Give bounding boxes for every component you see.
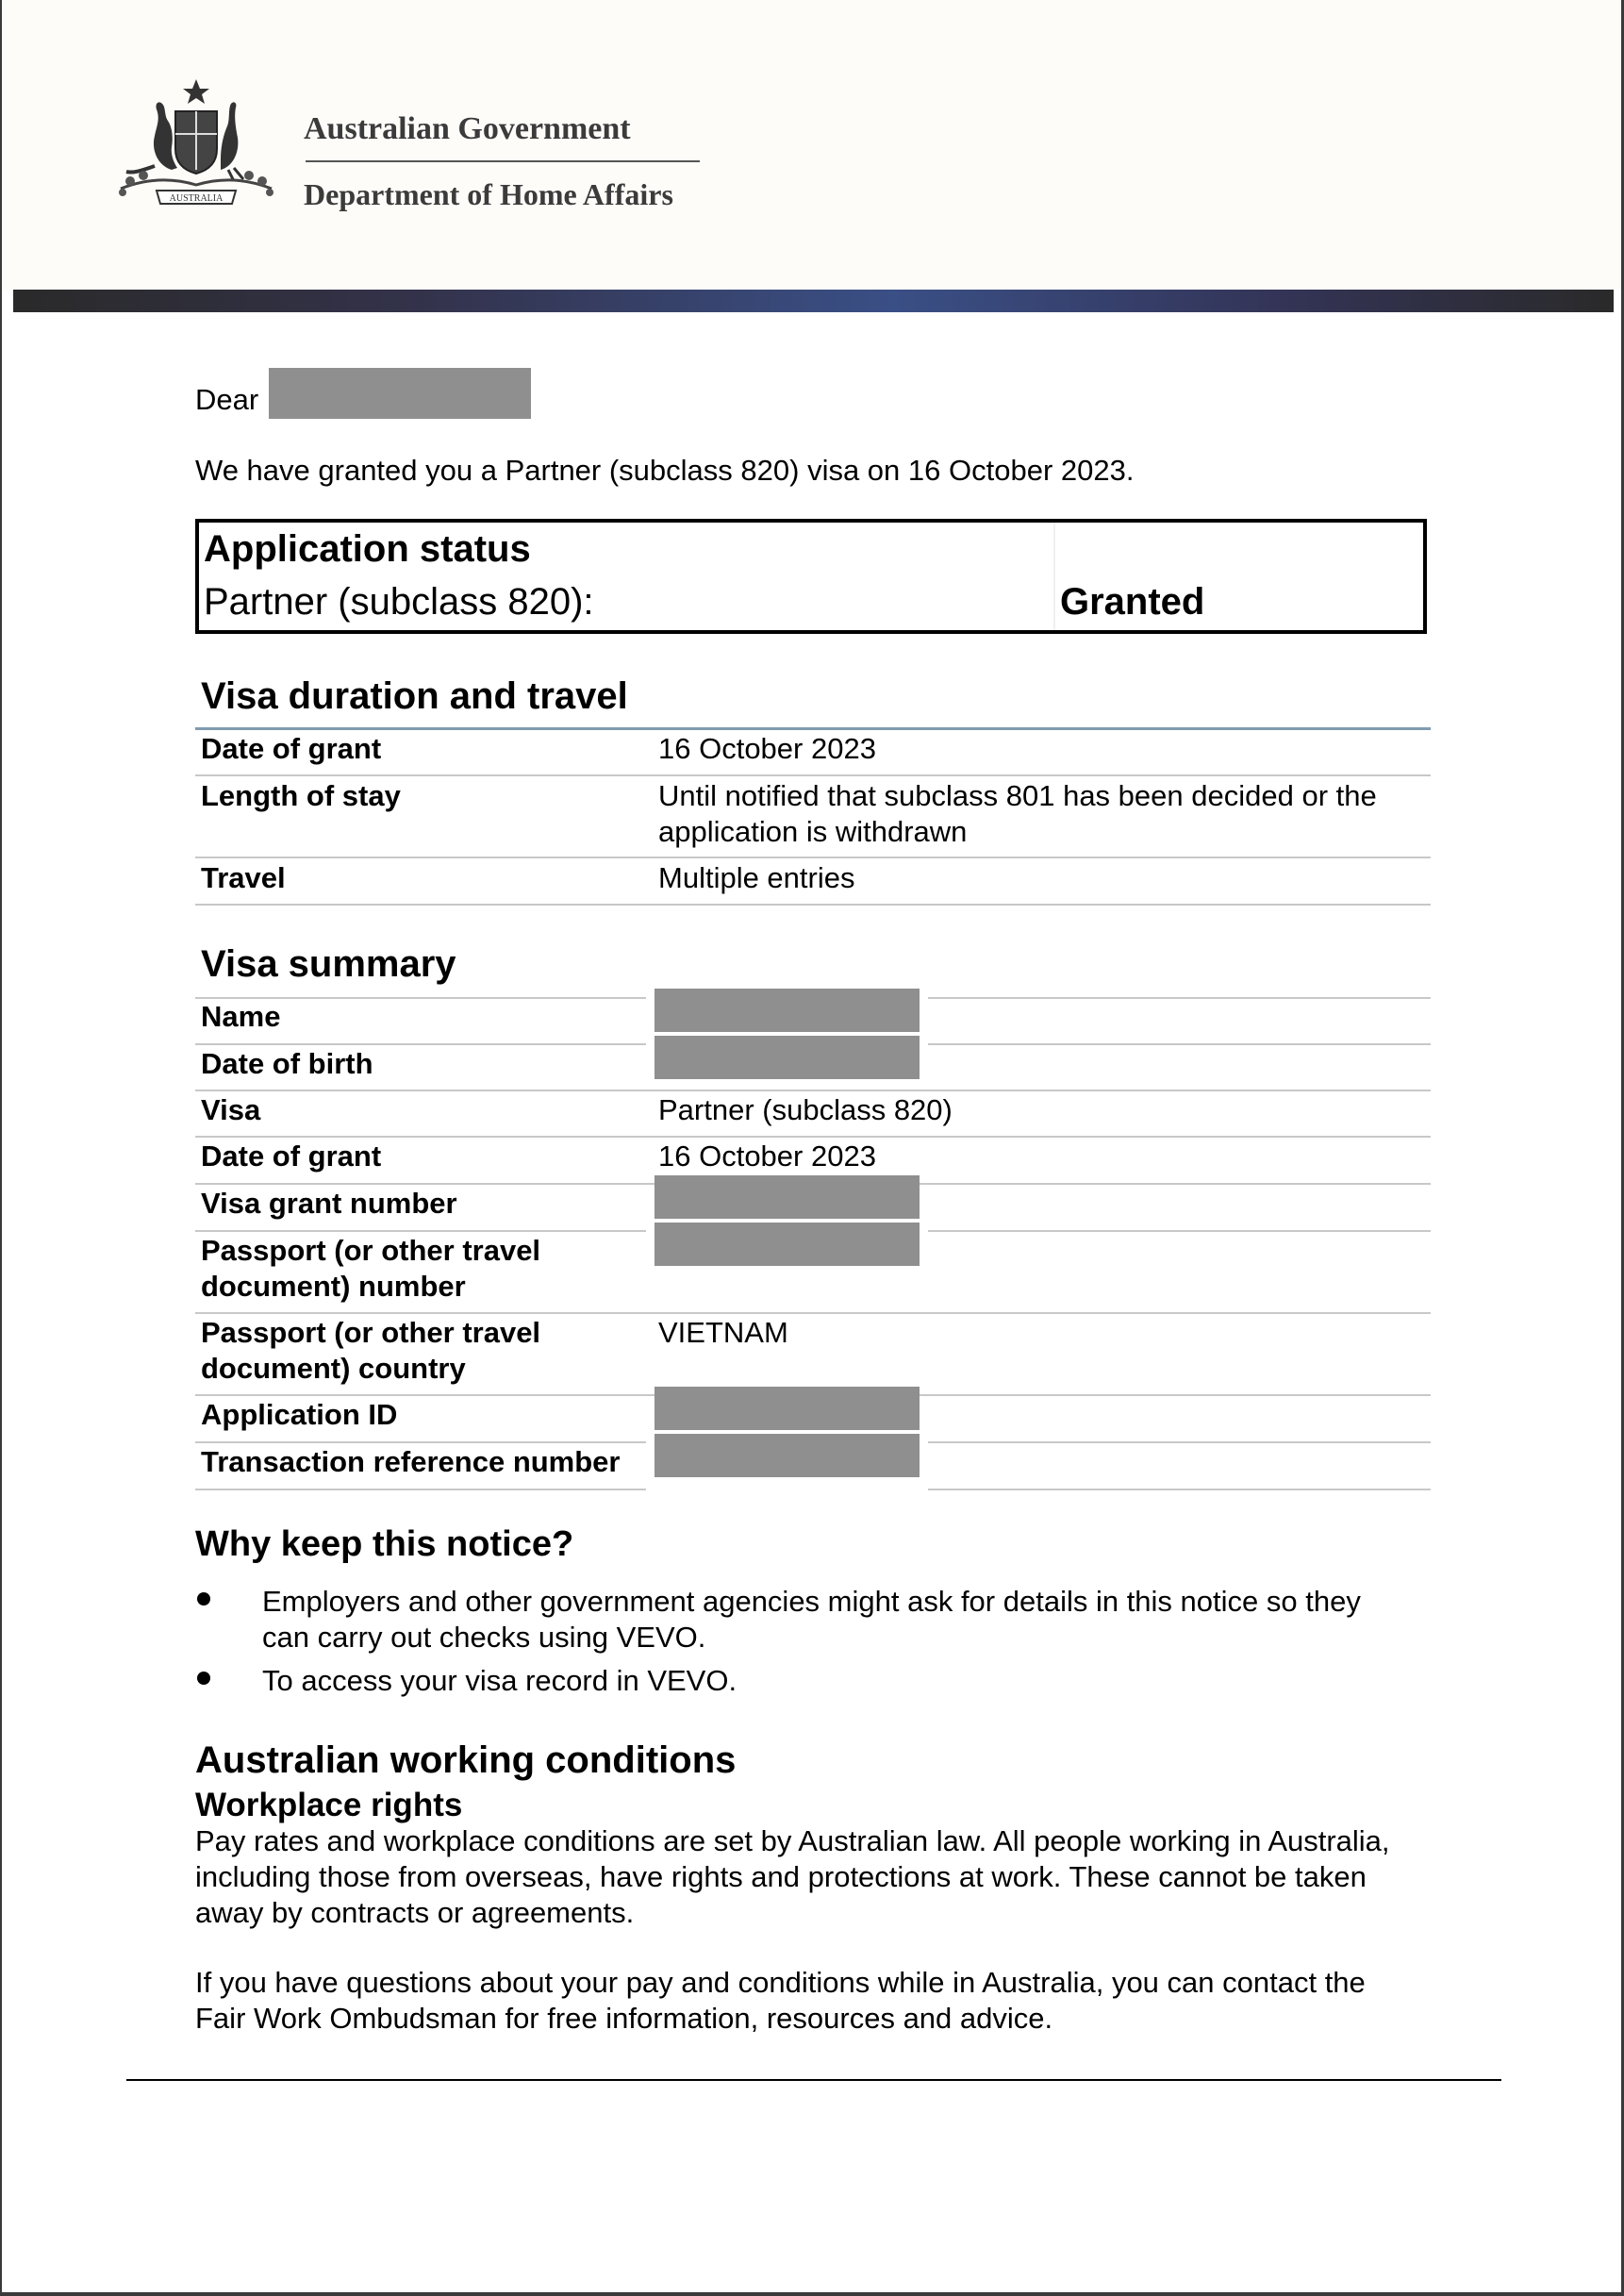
- working-conditions-heading: Australian working conditions: [195, 1739, 737, 1781]
- workplace-rights-subheading: Workplace rights: [195, 1787, 463, 1823]
- summary-rule-left: [195, 1183, 646, 1185]
- bullet-dot: [197, 1592, 210, 1606]
- redacted-value: [655, 989, 920, 1032]
- summary-rule-right: [928, 1489, 1431, 1490]
- department-name: Department of Home Affairs: [304, 177, 673, 211]
- summary-row-label: Name: [201, 1000, 281, 1033]
- redacted-value: [655, 1223, 920, 1266]
- redacted-value: [655, 1387, 920, 1430]
- summary-rule-left: [195, 1230, 646, 1232]
- summary-rule-right: [928, 1312, 1431, 1314]
- document-page: [2, 0, 1621, 2292]
- visa-duration-heading: Visa duration and travel: [201, 675, 628, 717]
- summary-row-label: document) country: [201, 1352, 466, 1385]
- summary-row-label: Application ID: [201, 1398, 398, 1431]
- summary-rule-right: [928, 1043, 1431, 1045]
- summary-rule-left: [195, 1043, 646, 1045]
- paragraph-line: including those from overseas, have rights and protections at work. These cannot be taken: [195, 1860, 1367, 1893]
- summary-rule-right: [928, 1090, 1431, 1091]
- letterhead: [2, 0, 1621, 291]
- summary-row-label: Transaction reference number: [201, 1445, 621, 1478]
- summary-row-label: Date of grant: [201, 1140, 382, 1173]
- summary-row-label: Passport (or other travel: [201, 1234, 541, 1267]
- summary-rule-left: [195, 997, 646, 999]
- summary-rule-right: [928, 997, 1431, 999]
- list-item: can carry out checks using VEVO.: [262, 1621, 706, 1654]
- duration-row-value: Until notified that subclass 801 has been decided or the: [658, 779, 1377, 812]
- duration-row-label: Date of grant: [201, 732, 382, 765]
- redacted-value: [655, 1036, 920, 1079]
- duration-row-value: 16 October 2023: [658, 732, 876, 765]
- crest-scroll-text: AUSTRALIA: [169, 193, 224, 204]
- paragraph-line: away by contracts or agreements.: [195, 1896, 635, 1929]
- summary-rule-right: [928, 1230, 1431, 1232]
- redacted-value: [655, 1175, 920, 1219]
- duration-row-value: application is withdrawn: [658, 815, 968, 848]
- summary-rule-left: [195, 1394, 646, 1396]
- status-badge: Granted: [1060, 581, 1205, 623]
- coat-of-arms-icon: [102, 75, 290, 217]
- summary-row-value: 16 October 2023: [658, 1140, 876, 1173]
- list-item: To access your visa record in VEVO.: [262, 1664, 737, 1697]
- summary-row-label: Date of birth: [201, 1047, 373, 1080]
- letterhead-divider: [306, 160, 700, 162]
- footer-divider: [126, 2079, 1501, 2081]
- summary-rule-right: [928, 1394, 1431, 1396]
- redacted-value: [655, 1434, 920, 1477]
- visa-summary-heading: Visa summary: [201, 943, 456, 985]
- duration-row-rule: [195, 904, 1431, 906]
- duration-row-label: Length of stay: [201, 779, 401, 812]
- paragraph-line: If you have questions about your pay and conditions while in Australia, you can contact the: [195, 1966, 1366, 1999]
- summary-rule-left: [195, 1441, 646, 1443]
- summary-rule-mid: [646, 1312, 928, 1314]
- summary-row-label: Visa grant number: [201, 1187, 457, 1220]
- duration-row-label: Travel: [201, 861, 286, 894]
- summary-rule-left: [195, 1136, 646, 1138]
- duration-header-rule: [195, 727, 1431, 730]
- summary-row-label: Passport (or other travel: [201, 1316, 541, 1349]
- duration-row-rule: [195, 774, 1431, 776]
- application-status-heading: Application status: [204, 528, 531, 570]
- list-item: Employers and other government agencies might ask for details in this notice so they: [262, 1585, 1361, 1618]
- summary-rule-mid: [646, 1090, 928, 1091]
- status-visa-label: Partner (subclass 820):: [204, 581, 594, 623]
- summary-rule-left: [195, 1090, 646, 1091]
- summary-rule-mid: [646, 1136, 928, 1138]
- government-name: Australian Government: [304, 111, 631, 146]
- grant-intro: We have granted you a Partner (subclass 820) visa on 16 October 2023.: [195, 454, 1135, 487]
- status-box-divider: [1053, 523, 1055, 630]
- summary-row-value: Partner (subclass 820): [658, 1093, 953, 1126]
- redacted-recipient-name: [269, 368, 531, 419]
- bullet-dot: [197, 1672, 210, 1685]
- paragraph-line: Fair Work Ombudsman for free information, resources and advice.: [195, 2002, 1053, 2035]
- summary-row-value: VIETNAM: [658, 1316, 788, 1349]
- summary-rule-right: [928, 1136, 1431, 1138]
- why-keep-heading: Why keep this notice?: [195, 1524, 574, 1564]
- summary-rule-left: [195, 1312, 646, 1314]
- duration-row-value: Multiple entries: [658, 861, 855, 894]
- salutation: Dear: [195, 383, 259, 416]
- summary-row-label: document) number: [201, 1270, 466, 1303]
- paragraph-line: Pay rates and workplace conditions are set by Australian law. All people working in Australia,: [195, 1824, 1390, 1857]
- summary-rule-left: [195, 1489, 646, 1490]
- summary-rule-right: [928, 1183, 1431, 1185]
- duration-row-rule: [195, 857, 1431, 858]
- header-band: [13, 290, 1614, 312]
- summary-rule-right: [928, 1441, 1431, 1443]
- summary-row-label: Visa: [201, 1093, 261, 1126]
